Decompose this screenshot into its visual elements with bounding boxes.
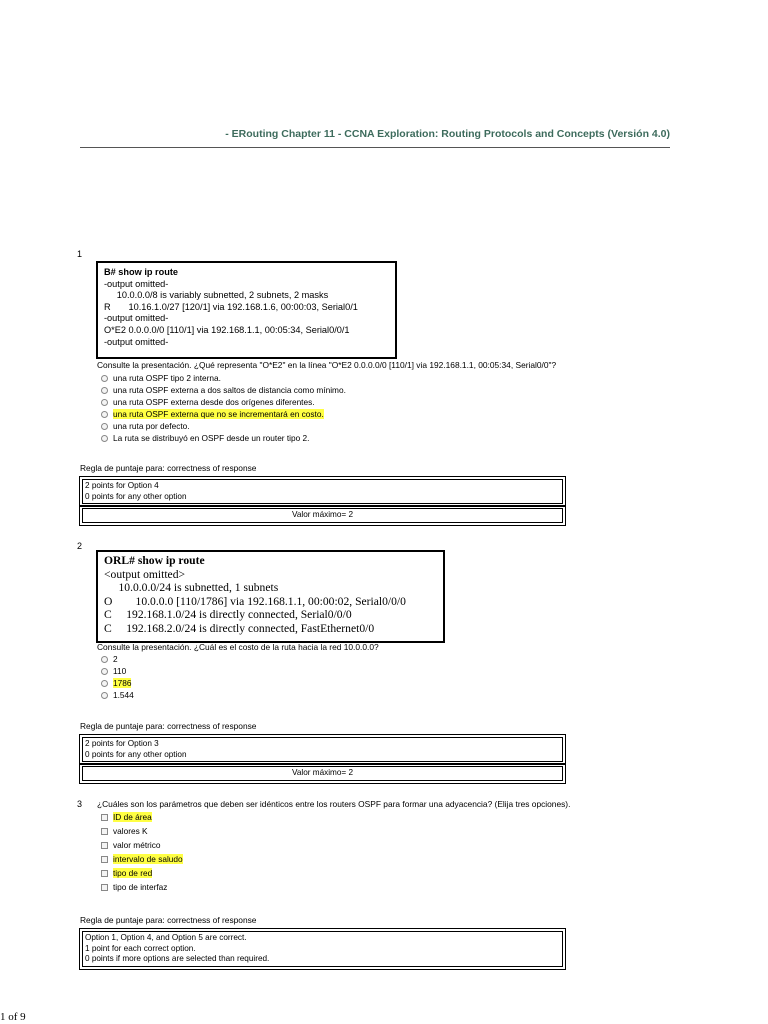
option[interactable] xyxy=(101,432,346,444)
question-number: 1 xyxy=(77,249,83,259)
radio-button[interactable] xyxy=(101,435,108,442)
option[interactable] xyxy=(101,880,183,894)
option-label: valor métrico xyxy=(113,840,161,850)
option-label-highlighted: una ruta OSPF externa que no se incrementará en costo. xyxy=(113,409,324,419)
option-correct[interactable] xyxy=(101,408,346,420)
page-indicator: 1 of 9 xyxy=(0,1011,26,1023)
option[interactable] xyxy=(101,420,346,432)
options-list xyxy=(101,653,134,701)
question-text: Consulte la presentación. ¿Qué representa "O*E2" en la línea "O*E2 0.0.0.0/0 [110/1] via 192.168.1.1, 00:05:34, Serial0/0"? xyxy=(97,360,557,370)
exhibit-line: C 192.168.1.0/24 is directly connected, Serial0/0/0 xyxy=(104,608,352,622)
max-value-box: Valor máximo= 2 xyxy=(82,508,563,523)
exhibit-line: O*E2 0.0.0.0/0 [110/1] via 192.168.1.1, 00:05:34, Serial0/0/1 xyxy=(104,324,350,335)
question-text: ¿Cuáles son los parámetros que deben ser idénticos entre los routers OSPF para formar una adyacencia? (Elija tres opciones). xyxy=(97,799,571,809)
option[interactable] xyxy=(101,653,134,665)
exhibit-line: C 192.168.2.0/24 is directly connected, FastEthernet0/0 xyxy=(104,621,375,635)
exhibit-line: -output omitted- xyxy=(104,313,169,324)
checkbox[interactable] xyxy=(101,884,108,891)
options-list xyxy=(101,810,183,894)
option-label: 2 xyxy=(113,654,118,664)
option[interactable] xyxy=(101,689,134,701)
radio-button[interactable] xyxy=(101,411,108,418)
exhibit-line: 10.0.0.0/8 is variably subnetted, 2 subnets, 2 masks xyxy=(104,290,329,301)
option-label-highlighted: 1786 xyxy=(113,678,132,688)
option[interactable] xyxy=(101,384,346,396)
page-header-title: - ERouting Chapter 11 - CCNA Exploration: Routing Protocols and Concepts (Versión 4.0) xyxy=(225,128,670,140)
option[interactable] xyxy=(101,665,134,677)
radio-button[interactable] xyxy=(101,387,108,394)
option[interactable] xyxy=(101,372,346,384)
option-label-highlighted: intervalo de saludo xyxy=(113,854,183,864)
checkbox[interactable] xyxy=(101,856,108,863)
exhibit-line: B# show ip route xyxy=(104,267,179,277)
option-correct[interactable] xyxy=(101,677,134,689)
header-divider xyxy=(80,147,670,148)
exhibit-route-table xyxy=(96,261,397,359)
scoring-line: 0 points if more options are selected than required. xyxy=(85,954,270,963)
radio-button[interactable] xyxy=(101,375,108,382)
scoring-line: 0 points for any other option xyxy=(85,749,187,759)
radio-button[interactable] xyxy=(101,656,108,663)
option-label: una ruta por defecto. xyxy=(113,421,190,431)
exhibit-line: R 10.16.1.0/27 [120/1] via 192.168.1.6, 00:00:03, Serial0/1 xyxy=(104,301,358,312)
exhibit-line: O 10.0.0.0 [110/1786] via 192.168.1.1, 00:00:02, Serial0/0/0 xyxy=(104,594,406,608)
exhibit-route-table xyxy=(96,550,445,643)
option[interactable] xyxy=(101,824,183,838)
exhibit-line: 10.0.0.0/24 is subnetted, 1 subnets xyxy=(104,581,279,595)
question-text: Consulte la presentación. ¿Cuál es el costo de la ruta hacia la red 10.0.0.0? xyxy=(97,642,379,652)
option-label: una ruta OSPF externa a dos saltos de distancia como mínimo. xyxy=(113,385,346,395)
question-number: 3 xyxy=(77,799,83,809)
scoring-rule-label: Regla de puntaje para: correctness of response xyxy=(80,463,257,473)
option-label: una ruta OSPF externa desde dos orígenes diferentes. xyxy=(113,397,315,407)
option-label: tipo de interfaz xyxy=(113,882,168,892)
option-label: La ruta se distribuyó en OSPF desde un router tipo 2. xyxy=(113,433,310,443)
option-label-highlighted: tipo de red xyxy=(113,868,153,878)
checkbox[interactable] xyxy=(101,842,108,849)
option-label-highlighted: ID de área xyxy=(113,812,152,822)
scoring-line: 1 point for each correct option. xyxy=(85,943,196,953)
checkbox[interactable] xyxy=(101,870,108,877)
option-label: una ruta OSPF tipo 2 interna. xyxy=(113,373,221,383)
radio-button[interactable] xyxy=(101,692,108,699)
scoring-line: 0 points for any other option xyxy=(85,491,187,501)
checkbox[interactable] xyxy=(101,828,108,835)
scoring-box xyxy=(82,479,563,504)
radio-button[interactable] xyxy=(101,668,108,675)
option[interactable] xyxy=(101,838,183,852)
scoring-line: 2 points for Option 4 xyxy=(85,481,159,490)
scoring-line: Option 1, Option 4, and Option 5 are correct. xyxy=(85,933,247,942)
exhibit-line: -output omitted- xyxy=(104,336,169,347)
option-label: valores K xyxy=(113,826,148,836)
radio-button[interactable] xyxy=(101,423,108,430)
exhibit-line: <output omitted> xyxy=(104,567,186,581)
options-list xyxy=(101,372,346,444)
radio-button[interactable] xyxy=(101,680,108,687)
exhibit-line: -output omitted- xyxy=(104,278,169,289)
scoring-line: 2 points for Option 3 xyxy=(85,739,159,748)
option-correct[interactable] xyxy=(101,852,183,866)
exhibit-line: ORL# show ip route xyxy=(104,554,205,567)
scoring-box xyxy=(82,931,563,967)
option-correct[interactable] xyxy=(101,810,183,824)
radio-button[interactable] xyxy=(101,399,108,406)
option[interactable] xyxy=(101,396,346,408)
scoring-box xyxy=(82,737,563,762)
option-label: 1.544 xyxy=(113,690,134,700)
option-correct[interactable] xyxy=(101,866,183,880)
scoring-rule-label: Regla de puntaje para: correctness of response xyxy=(80,915,257,925)
question-number: 2 xyxy=(77,541,83,551)
max-value-box: Valor máximo= 2 xyxy=(82,766,563,781)
option-label: 110 xyxy=(113,666,127,676)
checkbox[interactable] xyxy=(101,814,108,821)
scoring-rule-label: Regla de puntaje para: correctness of response xyxy=(80,721,257,731)
